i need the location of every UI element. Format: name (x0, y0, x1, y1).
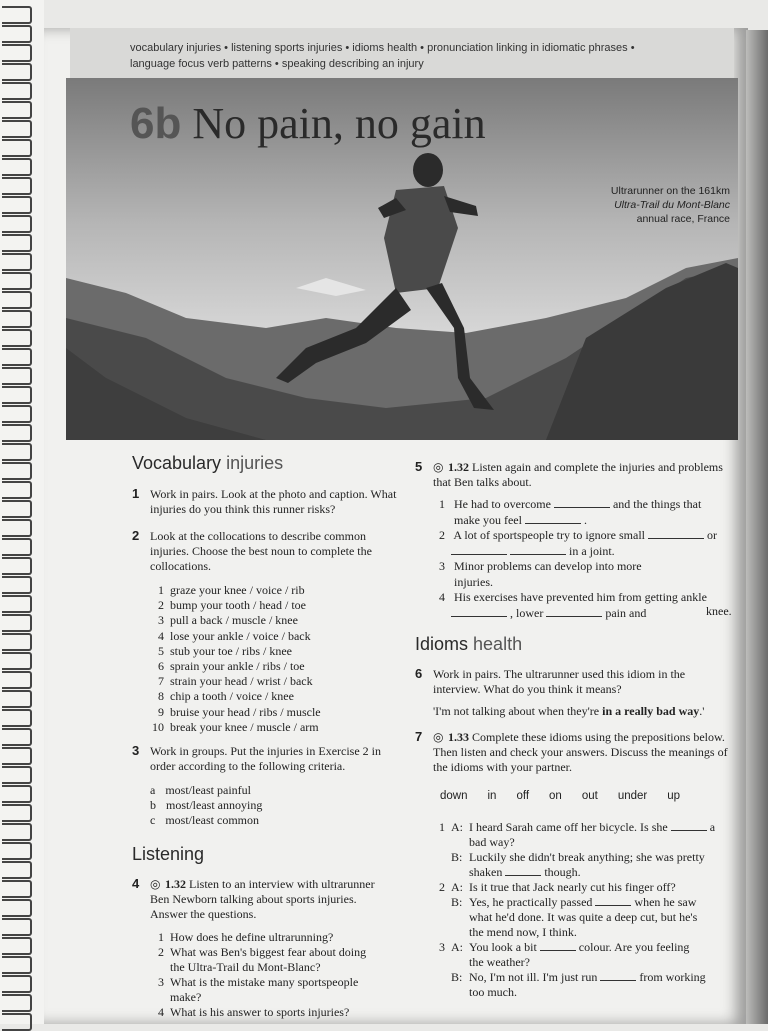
spiral-ring (2, 823, 32, 841)
exercise-5-item (427, 559, 642, 574)
spiral-ring (2, 63, 32, 81)
page-edge-shadow (746, 30, 768, 1024)
spiral-ring (2, 82, 32, 100)
audio-cd-icon: ◎ (433, 460, 444, 474)
exercise-5-item (427, 497, 701, 512)
item-text: sprain your ankle / ribs / toe (170, 659, 305, 673)
dialogue-tail: from working (636, 970, 706, 984)
spiral-ring (2, 899, 32, 917)
criteria-letter: b (150, 798, 156, 812)
collocation-item (146, 720, 319, 735)
speaker: A: (451, 820, 463, 834)
item-number: 5 (158, 643, 164, 658)
answer-blank[interactable] (546, 606, 602, 617)
dialogue-line (427, 880, 676, 895)
answer-blank[interactable] (525, 513, 581, 524)
preposition-word: off (516, 790, 530, 802)
exercise-5-text (433, 460, 723, 490)
quote-part-c: .' (699, 704, 705, 718)
dialogue-text: You look a bit (469, 940, 540, 954)
dialogue-line (427, 925, 577, 940)
speaker: B: (451, 895, 463, 909)
caption-line-3: annual race, France (636, 213, 730, 225)
dialogue-tail: a (706, 820, 716, 834)
exercise-3-text: Work in groups. Put the injuries in Exercise 2 in order according to the following criteria. (150, 744, 381, 773)
spiral-ring (2, 310, 32, 328)
spiral-ring (2, 994, 32, 1012)
item-number: 8 (158, 689, 164, 704)
preposition-word: under (617, 790, 648, 802)
dialogue-text: I heard Sarah came off her bicycle. Is she (469, 820, 671, 834)
audio-cd-icon: ◎ (150, 877, 161, 891)
question-number: 4 (158, 1005, 164, 1019)
dialogue-text: No, I'm not ill. I'm just run (469, 970, 601, 984)
caption-line-2: Ultra-Trail du Mont-Blanc (614, 199, 730, 211)
item-text: bruise your head / ribs / muscle (170, 704, 321, 719)
exercise-3-number: 3 (132, 743, 140, 758)
spiral-ring (2, 158, 32, 176)
exercise-4-track: 1.32 (165, 877, 186, 891)
dialogue-line (427, 850, 705, 865)
item-number: 7 (158, 674, 164, 689)
spiral-ring (2, 500, 32, 518)
spiral-ring (2, 538, 32, 556)
dialogue-line (427, 895, 696, 910)
spiral-ring (2, 6, 32, 24)
question-text: What was Ben's biggest fear about doing (170, 945, 367, 959)
exercise-1-number: 1 (132, 486, 140, 501)
question-number: 1 (158, 930, 164, 944)
spiral-ring (2, 120, 32, 138)
dialogue-text: the mend now, I think. (469, 925, 577, 939)
spiral-ring (2, 614, 32, 632)
item-text: His exercises have prevented him from getting ankle (451, 590, 707, 604)
spiral-ring (2, 785, 32, 803)
idioms-heading-topic: health (473, 634, 523, 654)
answer-blank[interactable] (540, 940, 576, 951)
answer-blank[interactable] (451, 606, 507, 617)
question-number: 2 (158, 945, 164, 959)
lesson-title-text: No pain, no gain (192, 99, 486, 148)
answer-blank[interactable] (600, 970, 636, 981)
spiral-ring (2, 386, 32, 404)
criteria-item (150, 783, 251, 798)
item-text: , lower (507, 605, 547, 620)
exercise-6-number: 6 (415, 666, 423, 681)
spiral-ring (2, 253, 32, 271)
spiral-ring (2, 747, 32, 765)
spiral-ring (2, 956, 32, 974)
listening-heading: Listening (132, 844, 205, 864)
spiral-ring (2, 291, 32, 309)
item-text-end: . (580, 512, 587, 527)
spiral-ring (2, 519, 32, 537)
dialogue-line (427, 820, 715, 835)
spiral-ring (2, 804, 32, 822)
dialogue-line (427, 985, 517, 1000)
dialogue-text: Is it true that Jack nearly cut his finger off? (469, 880, 676, 894)
question-text: What is the mistake many sportspeople (170, 975, 359, 989)
item-text: pull a back / muscle / knee (170, 613, 298, 628)
item-number: 3 (158, 613, 164, 628)
collocation-item (146, 689, 294, 704)
item-text: bump your tooth / head / toe (170, 598, 306, 613)
spiral-ring (2, 367, 32, 385)
vocabulary-heading-topic: injuries (226, 453, 284, 473)
spiral-ring (2, 728, 32, 746)
spiral-ring (2, 462, 32, 480)
dialogue-line (427, 865, 581, 880)
answer-blank[interactable] (505, 865, 541, 876)
item-text-end: and the things that (609, 497, 702, 511)
question-item (146, 930, 333, 945)
vocabulary-heading (132, 453, 402, 473)
audio-cd-icon: ◎ (433, 730, 444, 744)
exercise-7-number: 7 (415, 729, 423, 744)
spiral-ring (2, 272, 32, 290)
exercise-4-instruction: Listen to an interview with ultrarunner Ben Newborn talking about sports injuries. Answer the questions. (150, 877, 375, 921)
caption-line-1: Ultrarunner on the 161km (610, 185, 730, 197)
spiral-ring (2, 1013, 32, 1031)
spiral-ring (2, 918, 32, 936)
spiral-ring (2, 234, 32, 252)
item-text: make you feel (451, 512, 525, 527)
dialogue-line (427, 910, 697, 925)
spiral-ring (2, 690, 32, 708)
speaker: B: (451, 970, 463, 984)
item-text: break your knee / muscle / arm (170, 719, 319, 734)
spiral-ring (2, 443, 32, 461)
item-number: 6 (158, 659, 164, 673)
answer-blank[interactable] (554, 497, 610, 508)
item-text: chip a tooth / voice / knee (170, 689, 294, 704)
item-number: 9 (158, 704, 164, 719)
item-text-end: or (703, 528, 717, 542)
dialogue-number: 2 (439, 880, 445, 894)
exercise-5-item (427, 528, 717, 543)
preposition-word: out (581, 790, 598, 802)
criteria-letter: c (150, 813, 156, 827)
spiral-ring (2, 861, 32, 879)
item-number: 1 (439, 497, 445, 511)
item-number: 4 (158, 628, 164, 643)
vocabulary-heading-word: Vocabulary (132, 453, 222, 473)
spiral-ring (2, 139, 32, 157)
preposition-word: up (667, 790, 681, 802)
exercise-6-text: Work in pairs. The ultrarunner used this idiom in the interview. What do you think it means? (433, 667, 686, 696)
spiral-ring (2, 329, 32, 347)
exercise-2-number: 2 (132, 528, 140, 543)
spiral-ring (2, 44, 32, 62)
dialogue-text: too much. (469, 985, 517, 999)
quote-idiom: in a really bad way (602, 704, 700, 718)
spiral-ring (2, 348, 32, 366)
spiral-ring (2, 557, 32, 575)
spiral-ring (2, 766, 32, 784)
item-number: 4 (439, 590, 445, 604)
answer-blank[interactable] (510, 544, 566, 555)
idioms-heading (415, 634, 522, 655)
dialogue-tail: when he saw (631, 895, 697, 909)
item-text: strain your head / wrist / back (170, 674, 313, 689)
speaker: A: (451, 940, 463, 954)
quote-part-a: 'I'm not talking about when they're (433, 704, 600, 718)
collocation-item (146, 659, 305, 674)
item-text: He had to overcome (451, 497, 554, 511)
preposition-word: in (487, 790, 497, 802)
question-text: What is his answer to sports injuries? (170, 1005, 350, 1019)
item-number: 10 (152, 719, 164, 734)
dialogue-tail: though. (541, 865, 581, 879)
exercise-5-item (427, 513, 587, 528)
item-number: 3 (439, 559, 445, 573)
dialogue-text: bad way? (469, 835, 515, 849)
spiral-ring (2, 595, 32, 613)
criteria-text: most/least common (165, 813, 259, 827)
header-line-2: language focus verb patterns • speaking describing an injury (130, 58, 424, 70)
item-number: 2 (158, 598, 164, 613)
preposition-list (440, 790, 700, 802)
question-text: the Ultra-Trail du Mont-Blanc? (170, 960, 321, 974)
item-text: injuries. (451, 574, 493, 589)
exercise-5-item (427, 544, 615, 559)
criteria-item (150, 798, 262, 813)
collocation-item (146, 613, 298, 628)
exercise-1-text: Work in pairs. Look at the photo and caption. What injuries do you think this runner risks? (150, 487, 397, 516)
dialogue-text: Yes, he practically passed (469, 895, 596, 909)
exercise-2-text: Look at the collocations to describe common injuries. Choose the best noun to complete the collocations. (150, 529, 372, 573)
criteria-text: most/least painful (165, 783, 251, 797)
photo-caption (611, 184, 730, 226)
spiral-ring (2, 652, 32, 670)
speaker: B: (451, 850, 463, 864)
question-item (146, 945, 366, 960)
item-text: stub your toe / ribs / knee (170, 643, 292, 658)
dialogue-number: 3 (439, 940, 445, 954)
item-number: 2 (439, 528, 445, 542)
spiral-ring (2, 842, 32, 860)
spiral-ring (2, 633, 32, 651)
exercise-5-instruction: Listen again and complete the injuries and problems that Ben talks about. (433, 460, 723, 489)
exercise-4-text (150, 877, 390, 922)
exercise-5-number: 5 (415, 459, 423, 474)
preposition-word: on (549, 790, 562, 802)
spiral-ring (2, 709, 32, 727)
exercise-7-track: 1.33 (448, 730, 469, 744)
dialogue-tail: colour. Are you feeling (575, 940, 690, 954)
answer-blank[interactable] (671, 820, 707, 831)
lesson-title (130, 98, 486, 149)
spiral-ring (2, 880, 32, 898)
spiral-ring (2, 177, 32, 195)
dialogue-line (427, 835, 515, 850)
collocation-item (146, 674, 313, 689)
question-text: make? (170, 990, 202, 1004)
dialogue-text: Luckily she didn't break anything; she was pretty (469, 850, 705, 864)
question-text: How does he define ultrarunning? (170, 930, 334, 944)
criteria-text: most/least annoying (166, 798, 263, 812)
preposition-word: down (440, 790, 468, 802)
spiral-ring (2, 576, 32, 594)
answer-blank[interactable] (595, 895, 631, 906)
question-item (146, 960, 321, 975)
item-text: lose your ankle / voice / back (170, 628, 311, 643)
dialogue-text: what he'd done. It was quite a deep cut, but he's (469, 910, 698, 924)
item-text-end: in a joint. (566, 543, 615, 558)
collocation-item (146, 705, 321, 720)
item-text: graze your knee / voice / rib (170, 583, 305, 597)
spiral-ring (2, 671, 32, 689)
criteria-letter: a (150, 783, 156, 797)
spiral-ring (2, 405, 32, 423)
speaker: A: (451, 880, 463, 894)
item-text: Minor problems can develop into more (451, 559, 642, 573)
lesson-header-bar (70, 28, 734, 78)
spiral-ring (2, 25, 32, 43)
spiral-ring (2, 101, 32, 119)
collocation-item (146, 644, 292, 659)
exercise-5-item (427, 590, 707, 605)
runner-photo (66, 78, 738, 440)
exercise-5-track: 1.32 (448, 460, 469, 474)
exercise-5-knee: knee. (706, 604, 732, 618)
item-text: A lot of sportspeople try to ignore small (451, 528, 648, 542)
answer-blank[interactable] (648, 528, 704, 539)
answer-blank[interactable] (451, 544, 507, 555)
exercise-6-quote (433, 704, 704, 719)
question-item (146, 990, 201, 1005)
spiral-ring (2, 481, 32, 499)
dialogue-line (427, 970, 706, 985)
dialogue-number: 1 (439, 820, 445, 834)
collocation-item (146, 598, 306, 613)
spiral-binding (0, 0, 44, 1024)
dialogue-text: the weather? (469, 955, 530, 969)
exercise-7-instruction: Complete these idioms using the prepositions below. Then listen and check your answers. Discuss the meanings of the idioms with your partner. (433, 730, 728, 774)
exercise-5-item (427, 606, 646, 621)
question-item (146, 1005, 349, 1020)
collocation-item (146, 583, 305, 598)
exercise-7-text (433, 730, 728, 775)
vocabulary-section (132, 453, 402, 473)
spiral-ring (2, 196, 32, 214)
item-number: 1 (158, 583, 164, 597)
item-text-end: pain and (602, 605, 647, 620)
spiral-ring (2, 975, 32, 993)
dialogue-text: shaken (469, 865, 506, 879)
idioms-heading-word: Idioms (415, 634, 469, 654)
lesson-code: 6b (130, 99, 182, 148)
collocation-item (146, 629, 311, 644)
spiral-ring (2, 937, 32, 955)
dialogue-line (427, 940, 689, 955)
spiral-ring (2, 424, 32, 442)
spiral-ring (2, 215, 32, 233)
question-item (146, 975, 358, 990)
exercise-4-number: 4 (132, 876, 140, 891)
question-number: 3 (158, 975, 164, 989)
criteria-item (150, 813, 259, 828)
exercise-5-item (427, 575, 493, 590)
header-line-1: vocabulary injuries • listening sports injuries • idioms health • pronunciation linking in idiomatic phrases • (130, 42, 635, 54)
dialogue-line (427, 955, 530, 970)
